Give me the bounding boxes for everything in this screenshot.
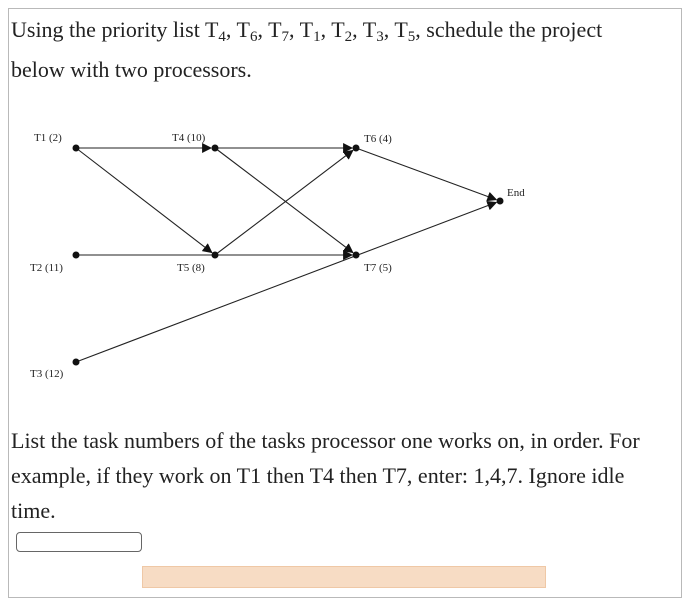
node-t1 <box>73 145 80 152</box>
priority-task: $T_3$ <box>362 17 384 45</box>
node-label-t3: T3 (12) <box>30 368 64 380</box>
edge-t3-end <box>76 202 496 362</box>
node-t3 <box>73 359 80 366</box>
node-label-t7: T7 (5) <box>364 262 392 274</box>
node-label-t1: T1 (2) <box>34 132 62 144</box>
node-t6 <box>353 145 360 152</box>
node-label-t2: T2 (11) <box>30 262 63 274</box>
node-t7 <box>353 252 360 259</box>
question-intro: Using the priority list <box>11 17 200 42</box>
answer-input[interactable] <box>16 532 142 552</box>
priority-task: $T_6$ <box>236 17 258 45</box>
question-outro: schedule the project below with two processors. <box>11 17 603 82</box>
node-t4 <box>212 145 219 152</box>
node-label-t5: T5 (8) <box>177 262 205 274</box>
diagram-edges <box>76 148 496 362</box>
edge-t6-end <box>356 148 496 200</box>
instructions: List the task numbers of the tasks processor one works on, in order. For example, if they work on T1 then T4 then T7, enter: 1,4,7. Ignore idle time. <box>11 428 640 523</box>
node-label-t6: T6 (4) <box>364 133 392 145</box>
priority-list: $T_4$, $T_6$, $T_7$, $T_1$, $T_2$, $T_3$, $T_5$, <box>204 17 427 45</box>
edge-t1-t5 <box>76 148 212 253</box>
node-t5 <box>212 252 219 259</box>
priority-task: $T_2$ <box>331 17 353 45</box>
node-label-end: End <box>507 187 525 199</box>
submit-button[interactable] <box>142 566 546 588</box>
node-label-t4: T4 (10) <box>172 132 206 144</box>
node-t2 <box>73 252 80 259</box>
priority-task: $T_4$ <box>204 17 226 45</box>
priority-task: $T_5$ <box>394 17 416 45</box>
edge-t4-t7 <box>215 148 353 253</box>
edge-t5-t6 <box>215 150 353 255</box>
priority-task: $T_1$ <box>299 17 321 45</box>
node-end <box>497 198 504 205</box>
priority-task: $T_7$ <box>268 17 290 45</box>
